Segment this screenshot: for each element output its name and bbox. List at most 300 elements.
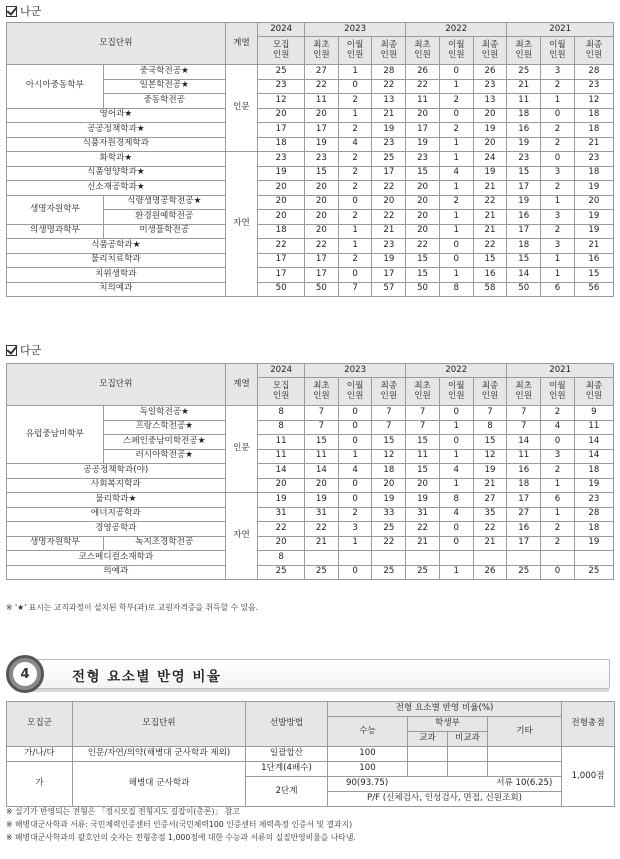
cell-value: 20 bbox=[406, 108, 440, 123]
cell-value: 22 bbox=[372, 79, 406, 94]
cell-value: 17 bbox=[406, 123, 440, 138]
cell-value: 22 bbox=[406, 522, 440, 537]
cell-value: 23 bbox=[258, 152, 305, 167]
cell-value: 28 bbox=[372, 65, 406, 80]
cell-value: 19 bbox=[507, 137, 541, 152]
cell-value: 19 bbox=[372, 493, 406, 508]
cell-value: 18 bbox=[258, 137, 305, 152]
cell-value: 21 bbox=[473, 224, 507, 239]
cell-major: 에너지공학과 bbox=[7, 507, 226, 522]
cell-value: 1 bbox=[338, 108, 372, 123]
cell-value: 0 bbox=[541, 108, 575, 123]
th-final: 최종 인원 bbox=[372, 37, 406, 65]
cell-value: 25 bbox=[372, 152, 406, 167]
cell-major: 스페인중남미학전공★ bbox=[103, 435, 225, 450]
cell-major: 식량생명공학전공★ bbox=[103, 195, 225, 210]
cell-major: 의예과 bbox=[7, 565, 226, 580]
cell-value: 25 bbox=[507, 565, 541, 580]
cell-value: 17 bbox=[258, 268, 305, 283]
cell-value: 21 bbox=[473, 536, 507, 551]
cell-value: 17 bbox=[305, 268, 339, 283]
cell-value: 2 bbox=[541, 406, 575, 421]
cell-value: 25 bbox=[258, 565, 305, 580]
section-title: 전형 요소별 반영 비율 bbox=[72, 669, 222, 685]
footnote: ※ 해병대군사학과 서류: 국민체력인증센터 인증서(국민체력100 인증센터 체력측정 인증서 및 결과지) bbox=[6, 820, 353, 829]
cell-value: 22 bbox=[258, 522, 305, 537]
cell-value: 22 bbox=[258, 239, 305, 254]
cell-value: 20 bbox=[574, 195, 613, 210]
cell-division: 생명자원학부 bbox=[7, 536, 104, 551]
table-row bbox=[7, 166, 614, 181]
cell-value: 0 bbox=[338, 195, 372, 210]
cell-value: 50 bbox=[406, 282, 440, 297]
cell-method: 일괄합산 bbox=[246, 747, 328, 762]
cell-value: 1 bbox=[439, 565, 473, 580]
cell-value: 2 bbox=[439, 123, 473, 138]
cell-value: 28 bbox=[574, 507, 613, 522]
cell-value: 0 bbox=[439, 108, 473, 123]
table-row bbox=[7, 493, 614, 508]
cell-value: 11 bbox=[507, 449, 541, 464]
cell-value: 27 bbox=[305, 65, 339, 80]
cell-value: 20 bbox=[406, 224, 440, 239]
checkbox-icon bbox=[6, 345, 17, 356]
cell-value: 22 bbox=[406, 239, 440, 254]
cell-value: 2 bbox=[338, 507, 372, 522]
cell-major: 독일학전공★ bbox=[103, 406, 225, 421]
cell-value: 19 bbox=[372, 123, 406, 138]
cell-value: 4 bbox=[439, 464, 473, 479]
th-field: 계열 bbox=[225, 23, 258, 65]
cell-major: 신소재공학과★ bbox=[7, 181, 226, 196]
cell-other bbox=[488, 747, 562, 762]
cell-major: 경영공학과 bbox=[7, 522, 226, 537]
cell-group: 가/나/다 bbox=[7, 747, 73, 762]
cell-value: 15 bbox=[406, 464, 440, 479]
cell-value: 8 bbox=[473, 420, 507, 435]
ratio-table bbox=[6, 701, 615, 807]
cell-value: 8 bbox=[258, 551, 305, 566]
cell-major: 치위생학과 bbox=[7, 268, 226, 283]
cell-value: 24 bbox=[473, 152, 507, 167]
cell-value: 23 bbox=[406, 152, 440, 167]
cell-value: 20 bbox=[305, 108, 339, 123]
cell-major: 영어과★ bbox=[7, 108, 226, 123]
table-row bbox=[7, 239, 614, 254]
cell-value: 50 bbox=[305, 282, 339, 297]
cell-value: 2 bbox=[541, 522, 575, 537]
cell-value: 1 bbox=[439, 210, 473, 225]
cell-value: 16 bbox=[473, 268, 507, 283]
cell-value: 0 bbox=[338, 478, 372, 493]
th-other: 기타 bbox=[488, 717, 562, 747]
cell-value: 18 bbox=[574, 166, 613, 181]
cell-value: 1 bbox=[541, 478, 575, 493]
cell-value: 2 bbox=[439, 94, 473, 109]
cell-value: 0 bbox=[338, 435, 372, 450]
cell-major: 식품영양학과★ bbox=[7, 166, 226, 181]
cell-value: 23 bbox=[507, 152, 541, 167]
cell-value: 19 bbox=[258, 166, 305, 181]
cell-value: 18 bbox=[372, 464, 406, 479]
cell-major: 공공정책학과★ bbox=[7, 123, 226, 138]
cell-value: 1 bbox=[338, 536, 372, 551]
th-group: 모집군 bbox=[7, 702, 73, 747]
cell-value: 50 bbox=[507, 282, 541, 297]
cell-value bbox=[541, 551, 575, 566]
table-row bbox=[7, 406, 614, 421]
cell-value: 3 bbox=[541, 239, 575, 254]
th-carry: 이월 인원 bbox=[541, 37, 575, 65]
th-recruit: 모집 인원 bbox=[258, 378, 305, 406]
table-row bbox=[7, 253, 614, 268]
table-row bbox=[7, 123, 614, 138]
cell-value: 56 bbox=[574, 282, 613, 297]
cell-value: 22 bbox=[372, 181, 406, 196]
cell-value: 27 bbox=[507, 507, 541, 522]
cell-value: 3 bbox=[338, 522, 372, 537]
cell-value: 3 bbox=[541, 166, 575, 181]
cell-value: 23 bbox=[574, 152, 613, 167]
cell-value: 13 bbox=[473, 94, 507, 109]
th-carry: 이월 인원 bbox=[439, 378, 473, 406]
cell-value: 19 bbox=[305, 137, 339, 152]
cell-value bbox=[372, 551, 406, 566]
cell-value: 6 bbox=[541, 282, 575, 297]
section4-banner bbox=[6, 655, 610, 691]
cell-value: 23 bbox=[372, 239, 406, 254]
cell-value bbox=[507, 551, 541, 566]
section-header-da bbox=[6, 342, 41, 358]
cell-value: 20 bbox=[258, 536, 305, 551]
th-final: 최종 인원 bbox=[473, 37, 507, 65]
table-row bbox=[7, 152, 614, 167]
cell-value: 1 bbox=[439, 420, 473, 435]
cell-value: 1 bbox=[541, 507, 575, 522]
cell-unit: 인문/자연/의약(해병대 군사학과 제외) bbox=[73, 747, 246, 762]
cell-value: 19 bbox=[574, 210, 613, 225]
cell-value: 21 bbox=[473, 181, 507, 196]
cell-value: 21 bbox=[473, 478, 507, 493]
recruit-table-na bbox=[6, 22, 614, 297]
cell-value: 17 bbox=[305, 123, 339, 138]
cell-value: 2 bbox=[541, 464, 575, 479]
cell-value: 11 bbox=[258, 435, 305, 450]
cell-value: 2 bbox=[541, 137, 575, 152]
cell-value: 15 bbox=[507, 253, 541, 268]
cell-total: 1,000점 bbox=[562, 747, 615, 807]
cell-field: 인문 bbox=[225, 65, 258, 152]
th-year: 2022 bbox=[406, 364, 507, 378]
cell-value: 25 bbox=[574, 565, 613, 580]
cell-value: 35 bbox=[473, 507, 507, 522]
cell-value: 31 bbox=[258, 507, 305, 522]
cell-value: 15 bbox=[507, 166, 541, 181]
cell-value: 4 bbox=[338, 137, 372, 152]
cell-value: 22 bbox=[305, 522, 339, 537]
cell-value: 11 bbox=[258, 449, 305, 464]
cell-value: 19 bbox=[406, 493, 440, 508]
cell-value: 0 bbox=[439, 536, 473, 551]
th-year: 2023 bbox=[305, 23, 406, 37]
th-init: 최초 인원 bbox=[406, 378, 440, 406]
th-year: 2022 bbox=[406, 23, 507, 37]
cell-group: 가 bbox=[7, 762, 73, 807]
cell-major: 사회복지학과 bbox=[7, 478, 226, 493]
cell-value: 14 bbox=[507, 268, 541, 283]
cell-value: 22 bbox=[372, 210, 406, 225]
cell-value: 2 bbox=[338, 123, 372, 138]
cell-value: 1 bbox=[338, 239, 372, 254]
cell-value: 0 bbox=[439, 239, 473, 254]
cell-value: 19 bbox=[574, 478, 613, 493]
cell-value: 0 bbox=[439, 435, 473, 450]
cell-value: 23 bbox=[473, 79, 507, 94]
cell-value: 4 bbox=[439, 166, 473, 181]
cell-value: 20 bbox=[406, 478, 440, 493]
cell-value: 23 bbox=[574, 79, 613, 94]
table-row bbox=[7, 551, 614, 566]
cell-value: 21 bbox=[372, 224, 406, 239]
cell-value: 18 bbox=[574, 108, 613, 123]
th-field: 계열 bbox=[225, 364, 258, 406]
cell-value: 19 bbox=[574, 181, 613, 196]
cell-value: 2 bbox=[541, 79, 575, 94]
checkbox-icon bbox=[6, 6, 17, 17]
cell-value: 7 bbox=[338, 282, 372, 297]
cell-value: 20 bbox=[473, 108, 507, 123]
cell-value: 15 bbox=[473, 435, 507, 450]
cell-nonsubject bbox=[448, 747, 488, 762]
cell-value: 11 bbox=[406, 449, 440, 464]
cell-value bbox=[473, 551, 507, 566]
cell-value: 20 bbox=[406, 181, 440, 196]
cell-value: 15 bbox=[372, 435, 406, 450]
cell-value: 12 bbox=[473, 449, 507, 464]
cell-value: 0 bbox=[439, 253, 473, 268]
cell-value: 58 bbox=[473, 282, 507, 297]
table-row bbox=[7, 522, 614, 537]
cell-value bbox=[305, 551, 339, 566]
cell-value: 15 bbox=[305, 435, 339, 450]
cell-other: 서류 10(6.25) bbox=[488, 777, 562, 792]
cell-value: 21 bbox=[305, 536, 339, 551]
table-row bbox=[7, 565, 614, 580]
th-carry: 이월 인원 bbox=[338, 378, 372, 406]
cell-value: 3 bbox=[541, 65, 575, 80]
cell-value: 11 bbox=[574, 420, 613, 435]
cell-value: 21 bbox=[507, 79, 541, 94]
cell-major: 프랑스학전공★ bbox=[103, 420, 225, 435]
cell-major: 물리치료학과 bbox=[7, 253, 226, 268]
cell-value: 20 bbox=[372, 195, 406, 210]
section-label: 다군 bbox=[20, 344, 42, 357]
cell-value: 16 bbox=[507, 210, 541, 225]
cell-value: 11 bbox=[305, 94, 339, 109]
cell-value: 17 bbox=[507, 181, 541, 196]
cell-value: 31 bbox=[406, 507, 440, 522]
cell-major: 일본학전공★ bbox=[103, 79, 225, 94]
th-carry: 이월 인원 bbox=[439, 37, 473, 65]
cell-other bbox=[488, 762, 562, 777]
th-final: 최종 인원 bbox=[473, 378, 507, 406]
cell-value: 17 bbox=[372, 268, 406, 283]
cell-value: 18 bbox=[258, 224, 305, 239]
cell-value: 9 bbox=[574, 406, 613, 421]
section-header-na bbox=[6, 3, 41, 19]
cell-value: 2 bbox=[541, 536, 575, 551]
cell-value: 19 bbox=[305, 493, 339, 508]
cell-value: 21 bbox=[574, 239, 613, 254]
cell-value: 25 bbox=[507, 65, 541, 80]
cell-value: 15 bbox=[406, 268, 440, 283]
cell-value: 18 bbox=[574, 464, 613, 479]
cell-major: 중국학전공★ bbox=[103, 65, 225, 80]
cell-value: 2 bbox=[338, 152, 372, 167]
cell-value: 27 bbox=[473, 493, 507, 508]
th-carry: 이월 인원 bbox=[541, 378, 575, 406]
table-row bbox=[7, 507, 614, 522]
cell-value: 33 bbox=[372, 507, 406, 522]
th-init: 최초 인원 bbox=[305, 37, 339, 65]
cell-value: 26 bbox=[473, 565, 507, 580]
cell-value: 2 bbox=[541, 123, 575, 138]
table-row bbox=[7, 268, 614, 283]
cell-value bbox=[574, 551, 613, 566]
cell-value: 31 bbox=[305, 507, 339, 522]
cell-value: 19 bbox=[574, 536, 613, 551]
cell-value: 23 bbox=[305, 152, 339, 167]
cell-value: 7 bbox=[372, 406, 406, 421]
cell-value: 25 bbox=[406, 565, 440, 580]
cell-value: 16 bbox=[507, 123, 541, 138]
cell-value: 15 bbox=[473, 253, 507, 268]
cell-value: 7 bbox=[305, 406, 339, 421]
cell-value: 4 bbox=[541, 420, 575, 435]
cell-major: 화학과★ bbox=[7, 152, 226, 167]
cell-unit: 해병대 군사학과 bbox=[73, 762, 246, 807]
cell-value: 57 bbox=[372, 282, 406, 297]
cell-subject bbox=[408, 762, 448, 777]
cell-value: 1 bbox=[439, 137, 473, 152]
th-year: 2024 bbox=[258, 23, 305, 37]
table-row bbox=[7, 195, 614, 210]
cell-value: 4 bbox=[439, 507, 473, 522]
cell-value: 22 bbox=[473, 522, 507, 537]
cell-value: 18 bbox=[507, 478, 541, 493]
th-unit: 모집단위 bbox=[7, 23, 226, 65]
cell-value: 7 bbox=[305, 420, 339, 435]
th-record: 학생부 bbox=[408, 717, 488, 732]
cell-value: 20 bbox=[258, 195, 305, 210]
cell-division: 유럽중남미학부 bbox=[7, 406, 104, 464]
cell-value: 0 bbox=[338, 565, 372, 580]
cell-value bbox=[439, 551, 473, 566]
cell-value: 0 bbox=[338, 493, 372, 508]
cell-value: 17 bbox=[507, 224, 541, 239]
cell-value: 16 bbox=[507, 522, 541, 537]
cell-value: 2 bbox=[338, 210, 372, 225]
cell-value: 11 bbox=[507, 94, 541, 109]
cell-value: 20 bbox=[258, 210, 305, 225]
cell-value: 50 bbox=[258, 282, 305, 297]
cell-major: 러시아학전공★ bbox=[103, 449, 225, 464]
cell-value: 22 bbox=[473, 239, 507, 254]
cell-value: 14 bbox=[507, 435, 541, 450]
cell-value: 18 bbox=[574, 522, 613, 537]
cell-value: 18 bbox=[507, 108, 541, 123]
th-final: 최종 인원 bbox=[574, 378, 613, 406]
cell-value bbox=[406, 551, 440, 566]
table-row bbox=[7, 536, 614, 551]
cell-value: 8 bbox=[439, 493, 473, 508]
cell-value: 1 bbox=[338, 449, 372, 464]
cell-value: 8 bbox=[258, 420, 305, 435]
cell-value: 15 bbox=[406, 253, 440, 268]
cell-value: 7 bbox=[507, 420, 541, 435]
cell-division: 의생명과학부 bbox=[7, 224, 104, 239]
th-init: 최초 인원 bbox=[507, 37, 541, 65]
cell-field: 자연 bbox=[225, 493, 258, 580]
table-row bbox=[7, 478, 614, 493]
cell-value: 14 bbox=[574, 435, 613, 450]
cell-value: 0 bbox=[541, 565, 575, 580]
cell-value bbox=[338, 551, 372, 566]
cell-value: 12 bbox=[372, 449, 406, 464]
footnote: ※ 해병대군사학과의 괄호안의 숫자는 전형총점 1,000점에 대한 수능과 서류의 실질반영비율을 나타냄. bbox=[6, 833, 356, 842]
cell-value: 20 bbox=[473, 137, 507, 152]
cell-value: 25 bbox=[258, 65, 305, 80]
cell-value: 25 bbox=[372, 565, 406, 580]
cell-value: 22 bbox=[406, 79, 440, 94]
cell-value: 0 bbox=[439, 406, 473, 421]
cell-value: 1 bbox=[439, 478, 473, 493]
cell-value: 1 bbox=[541, 94, 575, 109]
th-final: 최종 인원 bbox=[574, 37, 613, 65]
cell-subject bbox=[408, 747, 448, 762]
cell-suneung: 100 bbox=[328, 762, 408, 777]
th-year: 2024 bbox=[258, 364, 305, 378]
cell-value: 20 bbox=[258, 478, 305, 493]
cell-value: 7 bbox=[473, 406, 507, 421]
cell-value: 28 bbox=[574, 65, 613, 80]
cell-method: 1단계(4배수) bbox=[246, 762, 328, 777]
cell-value: 0 bbox=[541, 435, 575, 450]
th-unit: 모집단위 bbox=[7, 364, 226, 406]
section-label: 나군 bbox=[20, 5, 42, 18]
th-ratio: 전형 요소별 반영 비율(%) bbox=[328, 702, 562, 717]
cell-major: 코스메디컬소재학과 bbox=[7, 551, 226, 566]
cell-value: 0 bbox=[439, 522, 473, 537]
cell-value: 20 bbox=[406, 210, 440, 225]
table-row bbox=[7, 181, 614, 196]
th-carry: 이월 인원 bbox=[338, 37, 372, 65]
cell-value: 11 bbox=[305, 449, 339, 464]
cell-value: 16 bbox=[574, 253, 613, 268]
cell-major: 물리학과★ bbox=[7, 493, 226, 508]
cell-value: 19 bbox=[473, 166, 507, 181]
cell-value: 23 bbox=[258, 79, 305, 94]
cell-value: 1 bbox=[439, 79, 473, 94]
cell-value: 0 bbox=[338, 406, 372, 421]
cell-value: 15 bbox=[406, 435, 440, 450]
th-init: 최초 인원 bbox=[507, 378, 541, 406]
th-subject: 교과 bbox=[408, 732, 448, 747]
cell-value: 12 bbox=[574, 94, 613, 109]
cell-division: 아시아중동학부 bbox=[7, 65, 104, 109]
cell-value: 22 bbox=[473, 195, 507, 210]
cell-value: 15 bbox=[574, 268, 613, 283]
